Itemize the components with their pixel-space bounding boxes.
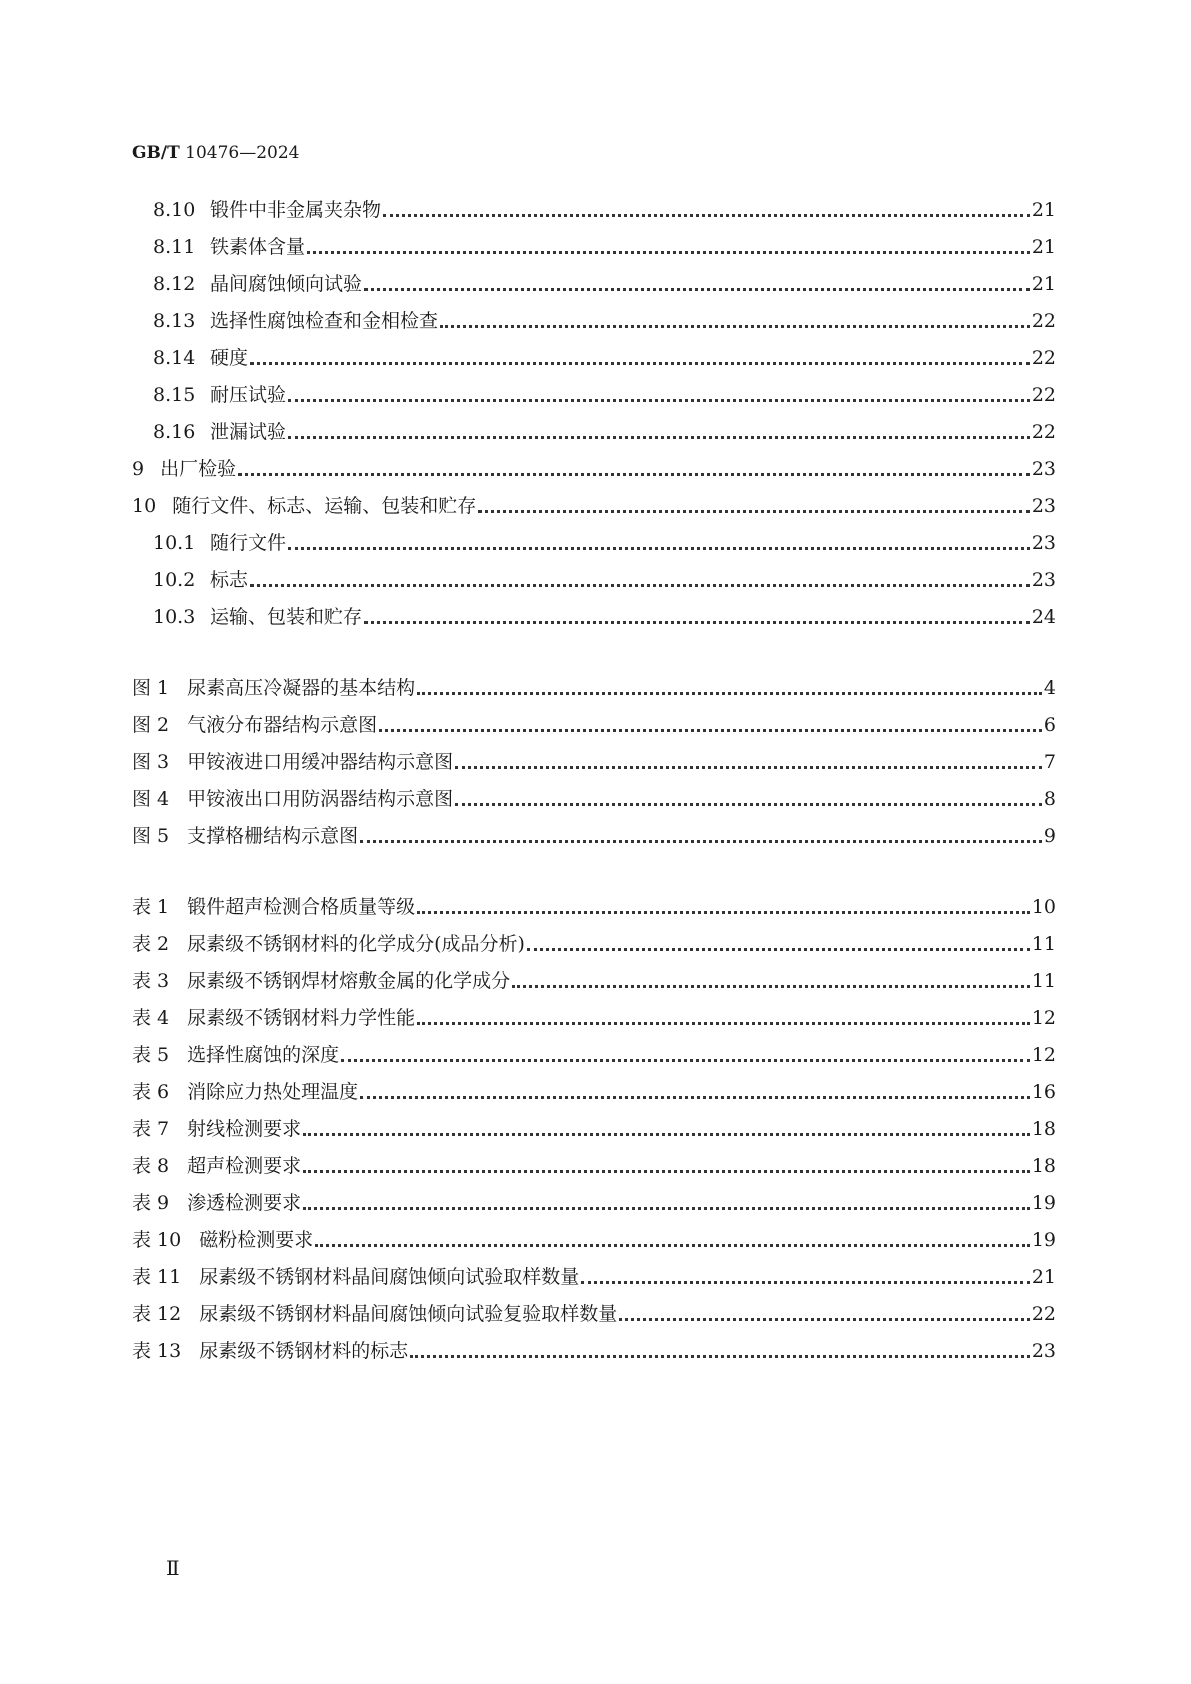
toc-entry-title: 尿素高压冷凝器的基本结构	[187, 677, 416, 699]
standard-number: 10476—2024	[179, 143, 300, 163]
dot-leader	[303, 1185, 1030, 1222]
dot-leader	[455, 744, 1042, 781]
dot-leader	[410, 1333, 1030, 1370]
toc-entry-number: 图 1	[132, 677, 170, 699]
toc-entry[interactable]	[132, 1222, 1056, 1259]
toc-entry-number: 表 2	[132, 933, 170, 955]
toc-entry-page: 22	[1031, 421, 1056, 443]
toc-entry-page: 7	[1043, 751, 1056, 773]
toc-entry-number: 10.3	[153, 606, 196, 628]
toc-entry-title: 尿素级不锈钢材料晶间腐蚀倾向试验复验取样数量	[199, 1303, 618, 1325]
toc-section-chapters	[132, 192, 1056, 636]
toc-entry[interactable]	[132, 781, 1056, 818]
toc-entry[interactable]	[132, 562, 1056, 599]
toc-entry-title: 甲铵液进口用缓冲器结构示意图	[187, 751, 454, 773]
toc-entry-number: 表 5	[132, 1044, 170, 1066]
toc-entry-title: 超声检测要求	[187, 1155, 302, 1177]
toc-entry[interactable]	[132, 599, 1056, 636]
toc-entry-page: 23	[1031, 532, 1056, 554]
toc-entry-page: 8	[1043, 788, 1056, 810]
toc-entry-number: 表 9	[132, 1192, 170, 1214]
toc-entry-title: 渗透检测要求	[187, 1192, 302, 1214]
toc-entry-number: 表 12	[132, 1303, 182, 1325]
toc-entry-title: 甲铵液出口用防涡器结构示意图	[187, 788, 454, 810]
toc-entry[interactable]	[132, 670, 1056, 707]
toc-entry-page: 22	[1031, 1303, 1056, 1325]
toc-entry-page: 22	[1031, 310, 1056, 332]
dot-leader	[581, 1259, 1030, 1296]
toc-entry[interactable]	[132, 414, 1056, 451]
toc-entry-title: 消除应力热处理温度	[187, 1081, 359, 1103]
toc-entry-title: 铁素体含量	[210, 236, 306, 258]
dot-leader	[455, 781, 1042, 818]
dot-leader	[303, 1111, 1030, 1148]
toc-entry[interactable]	[132, 889, 1056, 926]
toc-entry-title: 随行文件、标志、运输、包装和贮存	[172, 495, 477, 517]
dot-leader	[238, 451, 1030, 488]
dot-leader	[288, 377, 1030, 414]
toc-entry-number: 表 3	[132, 970, 170, 992]
dot-leader	[288, 525, 1030, 562]
toc-entry-number: 8.12	[153, 273, 196, 295]
toc-entry[interactable]	[132, 926, 1056, 963]
table-of-contents	[132, 192, 1056, 1370]
toc-entry-title: 晶间腐蚀倾向试验	[210, 273, 363, 295]
toc-entry[interactable]	[132, 1037, 1056, 1074]
dot-leader	[527, 926, 1030, 963]
toc-entry-title: 锻件超声检测合格质量等级	[187, 896, 416, 918]
toc-entry-number: 8.11	[153, 236, 196, 258]
toc-entry-page: 19	[1031, 1192, 1056, 1214]
toc-entry-number: 表 8	[132, 1155, 170, 1177]
toc-entry-page: 18	[1031, 1118, 1056, 1140]
toc-entry-number: 8.13	[153, 310, 196, 332]
toc-entry[interactable]	[132, 818, 1056, 855]
toc-entry-page: 9	[1043, 825, 1056, 847]
dot-leader	[315, 1222, 1030, 1259]
toc-entry[interactable]	[132, 340, 1056, 377]
dot-leader	[250, 340, 1030, 377]
toc-entry-number: 表 11	[132, 1266, 182, 1288]
toc-entry-title: 磁粉检测要求	[199, 1229, 314, 1251]
dot-leader	[303, 1148, 1030, 1185]
toc-entry-page: 10	[1031, 896, 1056, 918]
dot-leader	[478, 488, 1030, 525]
toc-entry-title: 运输、包装和贮存	[210, 606, 363, 628]
toc-entry-title: 泄漏试验	[210, 421, 287, 443]
toc-entry-page: 21	[1031, 1266, 1056, 1288]
toc-entry[interactable]	[132, 1333, 1056, 1370]
dot-leader	[341, 1037, 1030, 1074]
standard-header	[132, 143, 300, 163]
toc-entry-page: 22	[1031, 347, 1056, 369]
toc-entry-number: 9	[132, 458, 145, 480]
toc-entry-page: 23	[1031, 495, 1056, 517]
toc-entry-page: 21	[1031, 273, 1056, 295]
toc-entry-page: 11	[1031, 970, 1056, 992]
toc-entry-title: 尿素级不锈钢材料晶间腐蚀倾向试验取样数量	[199, 1266, 580, 1288]
toc-entry[interactable]	[132, 451, 1056, 488]
dot-leader	[288, 414, 1030, 451]
toc-entry-title: 标志	[210, 569, 249, 591]
dot-leader	[379, 707, 1042, 744]
toc-entry-number: 10.2	[153, 569, 196, 591]
toc-entry[interactable]	[132, 1185, 1056, 1222]
toc-entry-title: 支撑格栅结构示意图	[187, 825, 359, 847]
toc-entry-number: 表 4	[132, 1007, 170, 1029]
toc-entry-number: 10.1	[153, 532, 196, 554]
toc-entry-title: 尿素级不锈钢材料力学性能	[187, 1007, 416, 1029]
dot-leader	[307, 229, 1030, 266]
toc-entry-number: 10	[132, 495, 157, 517]
toc-entry-title: 选择性腐蚀检查和金相检查	[210, 310, 439, 332]
toc-entry[interactable]	[132, 1111, 1056, 1148]
toc-entry[interactable]	[132, 303, 1056, 340]
dot-leader	[417, 1000, 1030, 1037]
toc-entry-number: 图 4	[132, 788, 170, 810]
dot-leader	[250, 562, 1030, 599]
toc-entry-number: 表 13	[132, 1340, 182, 1362]
toc-entry[interactable]	[132, 1148, 1056, 1185]
dot-leader	[383, 192, 1030, 229]
standard-code: GB/T	[132, 143, 180, 163]
dot-leader	[440, 303, 1030, 340]
toc-entry-page: 6	[1043, 714, 1056, 736]
toc-entry-page: 22	[1031, 384, 1056, 406]
toc-entry-title: 出厂检验	[160, 458, 237, 480]
toc-entry-title: 射线检测要求	[187, 1118, 302, 1140]
toc-entry-page: 23	[1031, 569, 1056, 591]
toc-entry-title: 随行文件	[210, 532, 287, 554]
toc-entry[interactable]	[132, 963, 1056, 1000]
dot-leader	[619, 1296, 1030, 1333]
toc-entry-title: 尿素级不锈钢焊材熔敷金属的化学成分	[187, 970, 511, 992]
toc-entry-title: 硬度	[210, 347, 249, 369]
toc-entry-title: 尿素级不锈钢材料的化学成分(成品分析)	[187, 933, 525, 955]
toc-entry-page: 18	[1031, 1155, 1056, 1177]
dot-leader	[360, 1074, 1030, 1111]
dot-leader	[360, 818, 1042, 855]
toc-entry-page: 24	[1031, 606, 1056, 628]
toc-entry[interactable]	[132, 744, 1056, 781]
toc-entry-number: 8.10	[153, 199, 196, 221]
toc-entry-page: 12	[1031, 1007, 1056, 1029]
toc-entry-number: 8.14	[153, 347, 196, 369]
page-number: Ⅱ	[166, 1556, 180, 1580]
toc-entry-number: 表 10	[132, 1229, 182, 1251]
toc-entry-page: 19	[1031, 1229, 1056, 1251]
toc-entry[interactable]	[132, 229, 1056, 266]
toc-entry[interactable]	[132, 707, 1056, 744]
dot-leader	[512, 963, 1030, 1000]
toc-entry-page: 21	[1031, 236, 1056, 258]
toc-entry-title: 选择性腐蚀的深度	[187, 1044, 340, 1066]
toc-entry-number: 表 1	[132, 896, 170, 918]
dot-leader	[364, 599, 1030, 636]
toc-entry-number: 图 3	[132, 751, 170, 773]
toc-entry-number: 表 6	[132, 1081, 170, 1103]
dot-leader	[417, 670, 1042, 707]
toc-entry-title: 耐压试验	[210, 384, 287, 406]
toc-entry[interactable]	[132, 1259, 1056, 1296]
toc-entry-page: 11	[1031, 933, 1056, 955]
toc-entry[interactable]	[132, 1296, 1056, 1333]
toc-entry-page: 23	[1031, 1340, 1056, 1362]
toc-entry[interactable]	[132, 1000, 1056, 1037]
toc-entry-number: 图 2	[132, 714, 170, 736]
toc-entry[interactable]	[132, 525, 1056, 562]
toc-entry-number: 图 5	[132, 825, 170, 847]
toc-entry-title: 锻件中非金属夹杂物	[210, 199, 382, 221]
dot-leader	[364, 266, 1030, 303]
toc-entry[interactable]	[132, 377, 1056, 414]
dot-leader	[417, 889, 1030, 926]
toc-entry[interactable]	[132, 1074, 1056, 1111]
toc-entry-number: 8.16	[153, 421, 196, 443]
toc-entry[interactable]	[132, 266, 1056, 303]
toc-entry[interactable]	[132, 192, 1056, 229]
toc-entry-number: 表 7	[132, 1118, 170, 1140]
toc-entry-page: 23	[1031, 458, 1056, 480]
toc-section-tables	[132, 889, 1056, 1370]
toc-entry-page: 21	[1031, 199, 1056, 221]
toc-entry-title: 尿素级不锈钢材料的标志	[199, 1340, 409, 1362]
toc-entry-number: 8.15	[153, 384, 196, 406]
toc-entry-title: 气液分布器结构示意图	[187, 714, 378, 736]
toc-entry[interactable]	[132, 488, 1056, 525]
toc-section-figures	[132, 670, 1056, 855]
toc-entry-page: 4	[1043, 677, 1056, 699]
toc-entry-page: 16	[1031, 1081, 1056, 1103]
toc-entry-page: 12	[1031, 1044, 1056, 1066]
